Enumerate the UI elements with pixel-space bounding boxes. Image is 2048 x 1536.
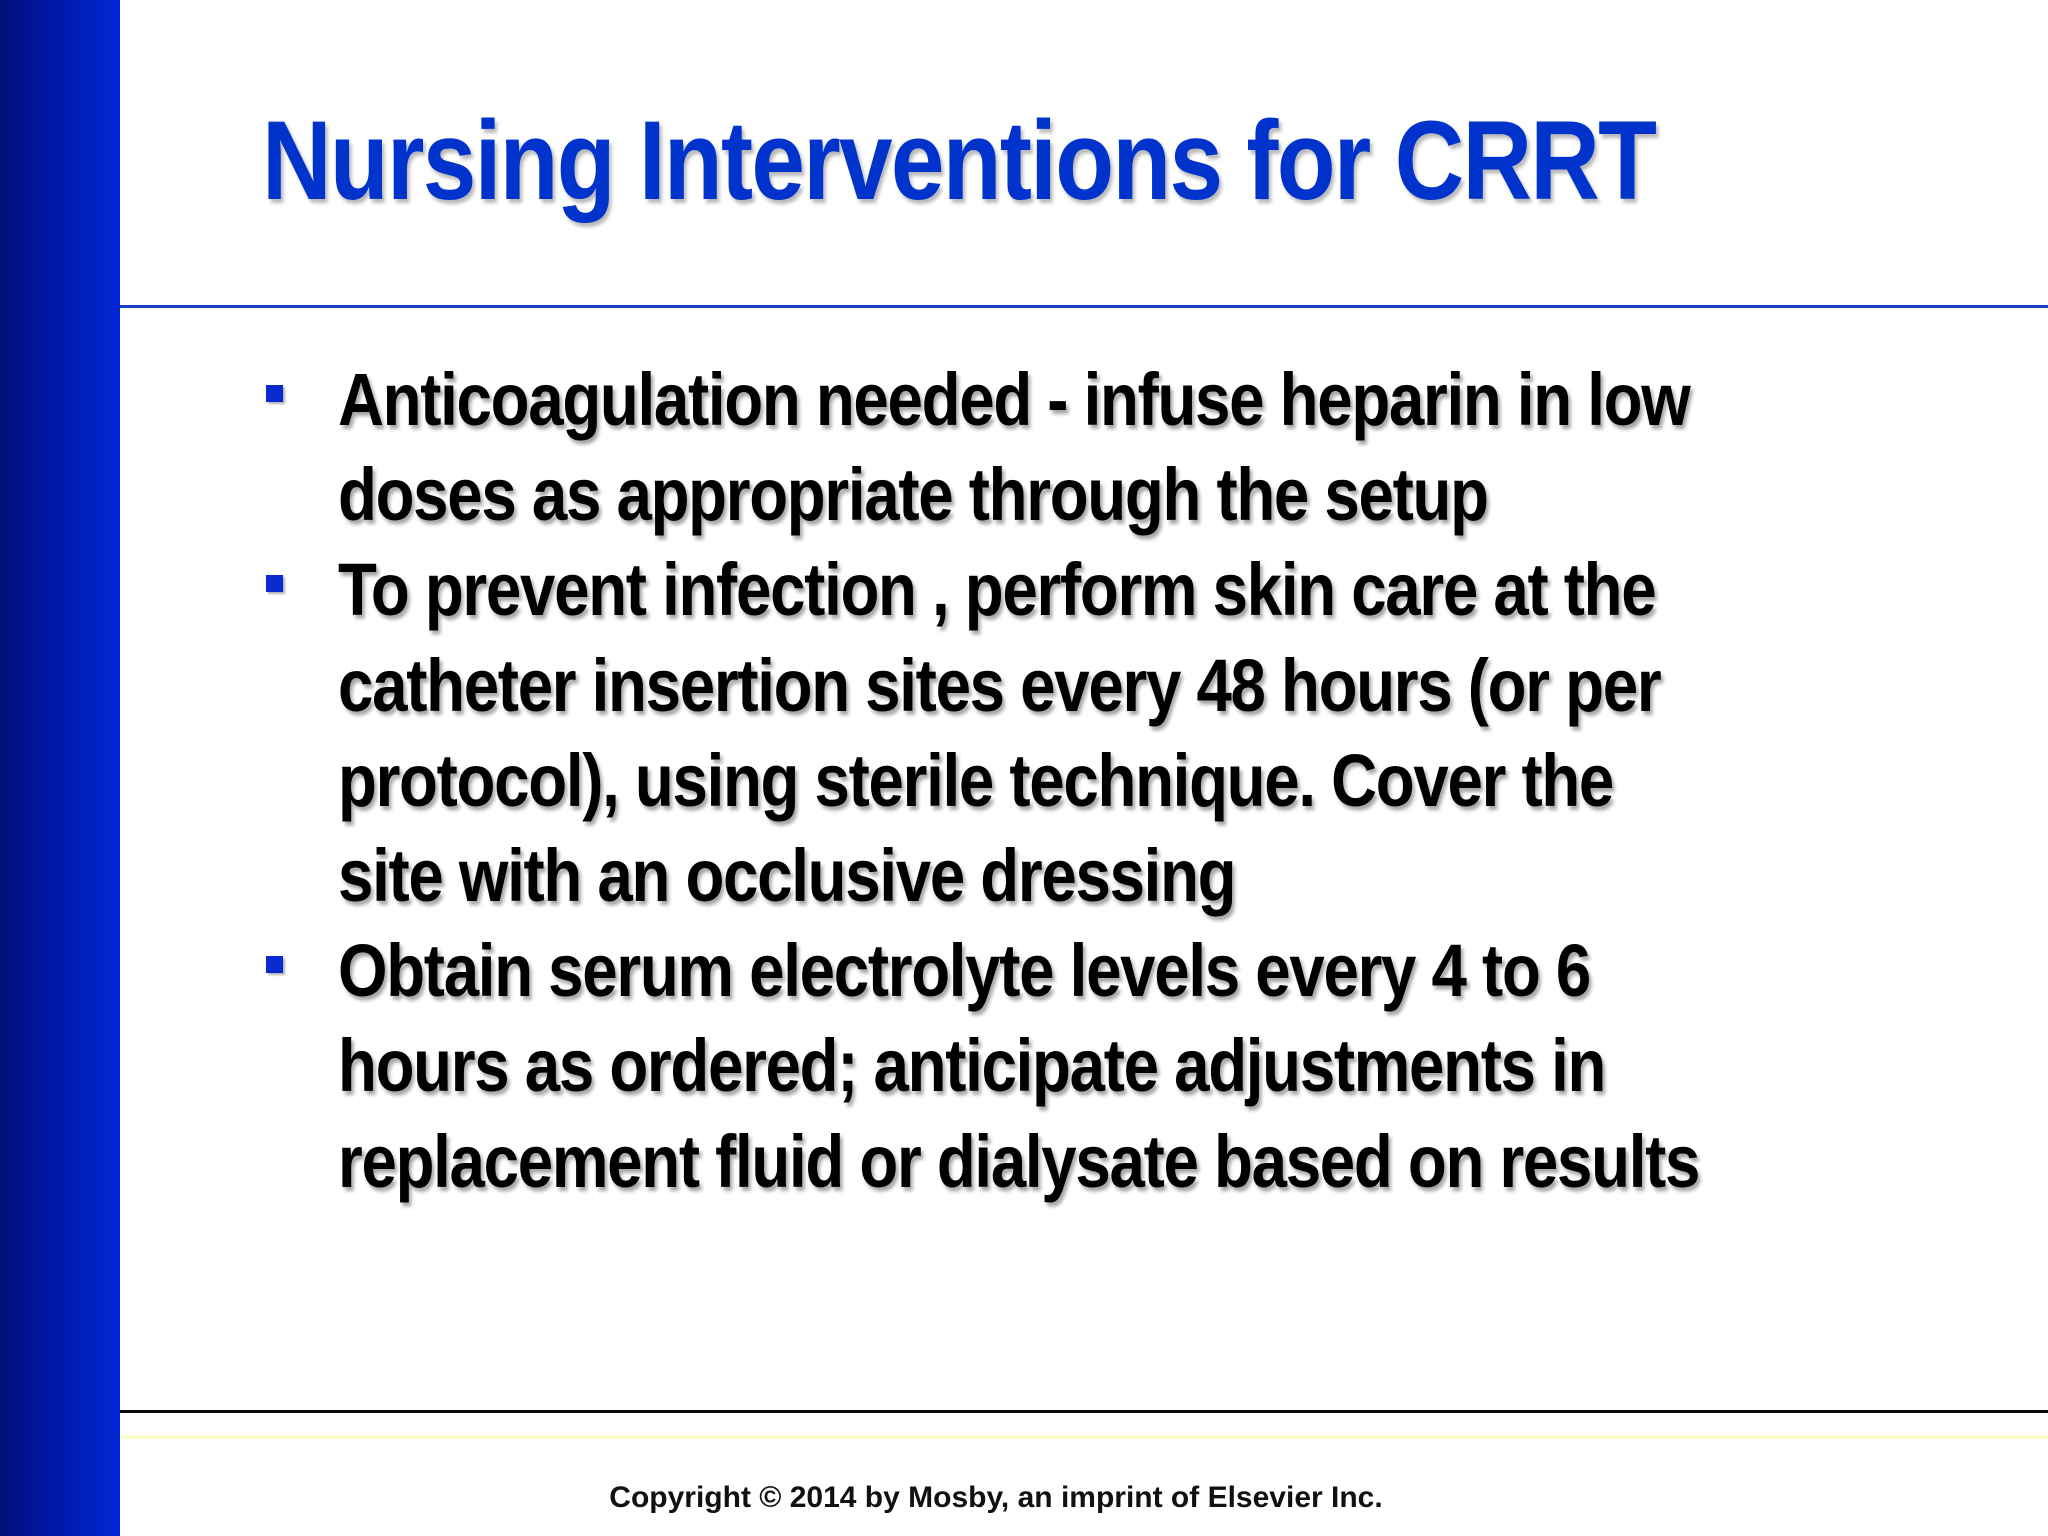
square-bullet-icon xyxy=(266,575,283,592)
bullet-item-infection-prevention xyxy=(262,542,2042,923)
bullet-line: replacement fluid or dialysate based on results xyxy=(338,1119,1700,1203)
bullet-line: Anticoagulation needed - infuse heparin in low xyxy=(338,358,1690,441)
left-accent-bar xyxy=(0,0,120,1536)
bullet-line: Obtain serum electrolyte levels every 4 to 6 xyxy=(338,929,1591,1013)
bullet-line: protocol), using sterile technique. Cover the xyxy=(338,738,1614,822)
bullet-text xyxy=(338,923,2042,1209)
footer-divider xyxy=(120,1410,2048,1413)
bullet-line: doses as appropriate through the setup xyxy=(338,453,1488,537)
bullet-line: catheter insertion sites every 48 hours (or per xyxy=(338,643,1661,727)
bullet-line: To prevent infection , perform skin care at the xyxy=(338,548,1656,632)
copyright-footer xyxy=(0,1480,2048,1516)
bullet-text xyxy=(338,352,2042,542)
footer-highlight-line xyxy=(120,1434,2048,1440)
bullet-text xyxy=(338,542,2042,923)
bullet-item-anticoagulation xyxy=(262,352,2042,542)
bullet-list xyxy=(262,352,2042,1209)
title-divider xyxy=(120,305,2048,308)
square-bullet-icon xyxy=(266,385,283,402)
bullet-line: site with an occlusive dressing xyxy=(338,833,1236,917)
bullet-item-electrolytes xyxy=(262,923,2042,1209)
square-bullet-icon xyxy=(266,956,283,973)
bullet-line: hours as ordered; anticipate adjustments in xyxy=(338,1024,1606,1108)
copyright-text: Copyright © 2014 by Mosby, an imprint of Elsevier Inc. xyxy=(609,1481,1383,1514)
slide-title: Nursing Interventions for CRRT xyxy=(262,98,1656,223)
